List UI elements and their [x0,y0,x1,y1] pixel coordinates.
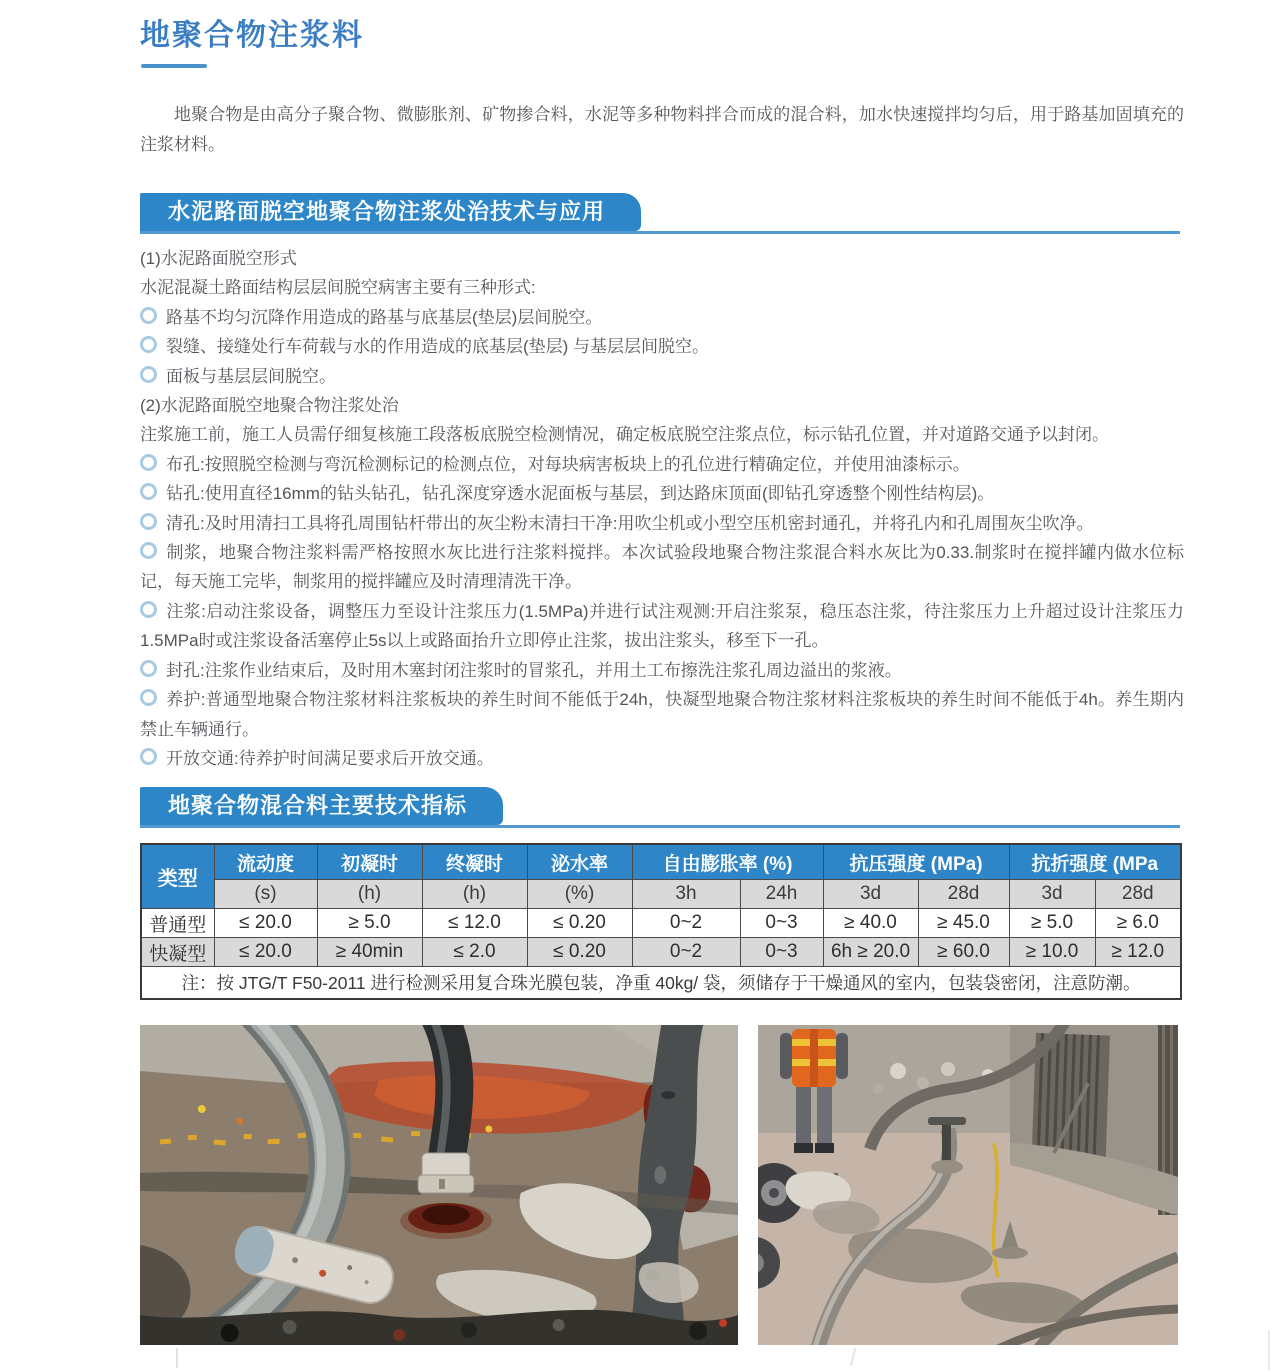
paragraph-text: 封孔:注浆作业结束后，及时用木塞封闭注浆时的冒浆孔，并用土工布擦洗注浆孔周边溢出的浆液。 [166,660,902,680]
paragraph-text: (1)水泥路面脱空形式 [140,249,297,268]
construction-site-illustration [758,1025,1178,1345]
table-cell: 6h ≥ 20.0 [823,938,918,967]
section-header-technique [140,193,1180,234]
ring-bullet-icon [140,748,157,765]
table-cell: 0~2 [632,909,740,938]
ring-bullet-icon [140,601,157,618]
table-cell: 0~3 [740,909,823,938]
paragraph-text: 布孔:按照脱空检测与弯沉检测标记的检测点位，对每块病害板块上的孔位进行精确定位，并使用油漆标示。 [166,454,970,474]
paragraph [140,244,1184,273]
row-type-cell: 快凝型 [141,938,214,967]
spec-table-head [141,844,1181,909]
column-unit: 3d [823,880,918,909]
ring-bullet-icon [140,513,157,530]
paragraph-text: 裂缝、接缝处行车荷载与水的作用造成的底基层(垫层) 与基层层间脱空。 [166,337,710,357]
list-item [140,479,1184,508]
spec-table [140,843,1182,1000]
column-header: 抗折强度 (MPa [1009,844,1181,880]
table-cell: ≥ 5.0 [317,909,422,938]
column-unit: 3h [632,880,740,909]
ring-bullet-icon [140,483,157,500]
column-unit: 28d [918,880,1009,909]
table-row [141,938,1181,967]
column-unit: 24h [740,880,823,909]
scan-artifact [176,1348,178,1368]
column-header: 终凝时 [422,844,527,880]
table-cell: ≤ 12.0 [422,909,527,938]
pavement-grouting-illustration [140,1025,738,1345]
paragraph-text: 制浆，地聚合物注浆料需严格按照水灰比进行注浆料搅拌。本次试验段地聚合物注浆混合料水灰比为0.33.制浆时在搅拌罐内做水位标记，每天施工完毕，制浆用的搅拌罐应及时清理清洗干净。 [140,543,1184,592]
paragraph-text: 养护:普通型地聚合物注浆材料注浆板块的养生时间不能低于24h，快凝型地聚合物注浆材料注浆板块的养生时间不能低于4h。养生期内禁止车辆通行。 [140,690,1184,739]
paragraph-text: 面板与基层层间脱空。 [166,366,336,386]
column-unit: (h) [422,880,527,909]
ring-bullet-icon [140,689,157,706]
table-note-row [141,967,1181,1000]
paragraph [140,273,1184,302]
column-unit: (%) [527,880,632,909]
list-item [140,450,1184,479]
table-cell: ≤ 20.0 [214,909,317,938]
paragraph-text: 注浆施工前，施工人员需仔细复核施工段落板底脱空检测情况，确定板底脱空注浆点位，标示钻孔位置，并对道路交通予以封闭。 [140,425,1109,445]
list-item [140,332,1184,361]
list-item [140,685,1184,744]
table-cell: ≥ 40.0 [823,909,918,938]
list-item [140,656,1184,685]
list-item [140,362,1184,391]
scan-artifact [1268,1330,1270,1370]
column-header: 抗压强度 (MPa) [823,844,1009,880]
table-cell: ≥ 60.0 [918,938,1009,967]
column-unit: 3d [1009,880,1095,909]
paragraph-text: 开放交通:待养护时间满足要求后开放交通。 [166,748,494,768]
ring-bullet-icon [140,660,157,677]
list-item [140,744,1184,773]
title-underline-decoration [141,64,207,68]
table-cell: ≥ 12.0 [1095,938,1181,967]
paragraph [140,420,1184,449]
table-cell: ≤ 20.0 [214,938,317,967]
table-cell: ≥ 45.0 [918,909,1009,938]
column-header: 自由膨胀率 (%) [632,844,823,880]
list-item [140,509,1184,538]
list-item [140,303,1184,332]
column-header: 泌水率 [527,844,632,880]
list-item [140,538,1184,597]
section1-body [140,244,1184,773]
column-header: 初凝时 [317,844,422,880]
table-cell: ≥ 5.0 [1009,909,1095,938]
paragraph-text: 注浆:启动注浆设备，调整压力至设计注浆压力(1.5MPa)并进行试注观测:开启注浆泵，稳压态注浆，待注浆压力上升超过设计注浆压力1.5MPa时或注浆设备活塞停止5s以上或路面抬升立即停止注浆，拔出注浆头，移至下一孔。 [140,601,1184,651]
paragraph-text: 钻孔:使用直径16mm的钻头钻孔，钻孔深度穿透水泥面板与基层，到达路床顶面(即钻孔穿透整个刚性结构层)。 [166,484,995,504]
table-note: 注：按 JTG/T F50-2011 进行检测采用复合珠光膜包装，净重 40kg/ 袋，须储存于干燥通风的室内，包装袋密闭，注意防潮。 [141,967,1181,1000]
section-banner: 地聚合物混合料主要技术指标 [140,787,503,825]
ring-bullet-icon [140,454,157,471]
table-cell: ≥ 10.0 [1009,938,1095,967]
column-unit: 28d [1095,880,1181,909]
column-unit: (h) [317,880,422,909]
table-row [141,909,1181,938]
column-header-type: 类型 [141,844,214,909]
section-header-specs [140,787,1180,828]
ring-bullet-icon [140,542,157,559]
spec-table-body [141,909,1181,1000]
row-type-cell: 普通型 [141,909,214,938]
table-cell: ≤ 0.20 [527,938,632,967]
column-unit: (s) [214,880,317,909]
paragraph-text: (2)水泥路面脱空地聚合物注浆处治 [140,396,399,416]
table-cell: 0~2 [632,938,740,967]
intro-paragraph: 地聚合物是由高分子聚合物、微膨胀剂、矿物掺合料，水泥等多种物料拌合而成的混合料，加水快速搅拌均匀后，用于路基加固填充的注浆材料。 [140,105,1184,154]
paragraph-text: 路基不均匀沉降作用造成的路基与底基层(垫层)层间脱空。 [166,307,603,327]
section-banner: 水泥路面脱空地聚合物注浆处治技术与应用 [140,193,641,231]
table-cell: ≥ 40min [317,938,422,967]
table-cell: ≥ 6.0 [1095,909,1181,938]
ring-bullet-icon [140,307,157,324]
column-header: 流动度 [214,844,317,880]
page-title: 地聚合物注浆料 [140,19,364,52]
table-cell: 0~3 [740,938,823,967]
paragraph [140,391,1184,420]
paragraph-text: 清孔:及时用清扫工具将孔周围钻杆带出的灰尘粉末清扫干净:用吹尘机或小型空压机密封通孔，并将孔内和孔周围灰尘吹净。 [166,513,1094,533]
table-cell: ≤ 2.0 [422,938,527,967]
scan-artifact [850,1348,856,1366]
table-cell: ≤ 0.20 [527,909,632,938]
pavement-grouting-photo [140,1025,738,1345]
ring-bullet-icon [140,336,157,353]
table-header-row [141,844,1181,880]
photo-row [140,1025,1178,1345]
construction-site-photo [758,1025,1178,1345]
paragraph-text: 水泥混凝土路面结构层层间脱空病害主要有三种形式: [140,278,536,298]
ring-bullet-icon [140,366,157,383]
list-item [140,597,1184,656]
table-unit-row [141,880,1181,909]
